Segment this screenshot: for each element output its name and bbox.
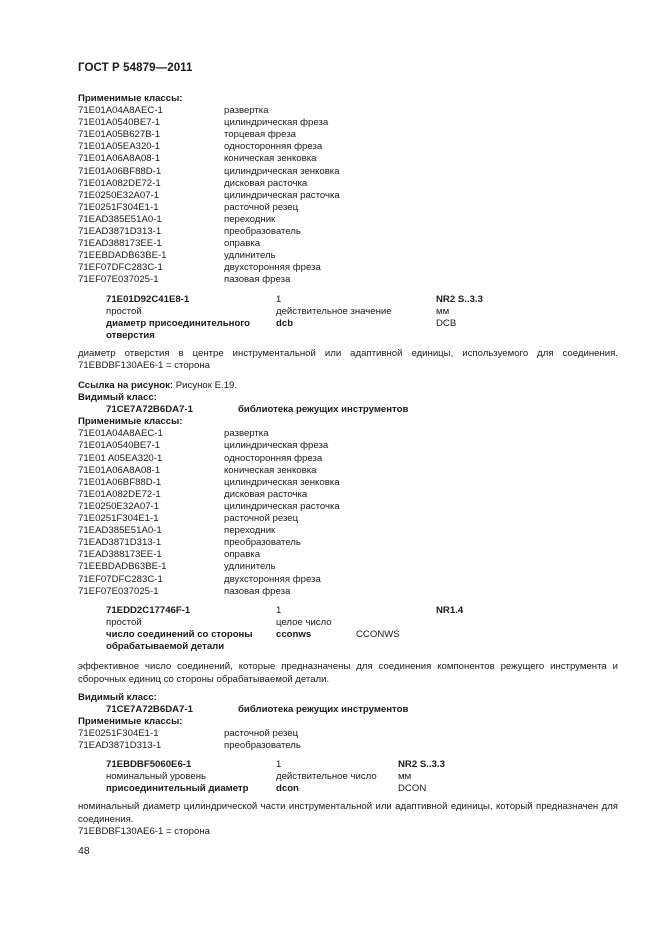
- class-name: односторонняя фреза: [224, 452, 323, 464]
- class-name: оправка: [224, 549, 261, 561]
- attr-unit: [436, 617, 618, 629]
- definition-note: 71EBDBF130AE6-1 = сторона: [78, 826, 210, 837]
- attr-kind: простой: [106, 306, 142, 318]
- class-row: [78, 153, 618, 165]
- class-row: [78, 465, 618, 477]
- visible-class-row: [78, 704, 618, 716]
- class-name: расточной резец: [224, 513, 299, 525]
- class-row: [78, 501, 618, 513]
- class-row: [78, 117, 618, 129]
- attr-unit: мм: [436, 306, 450, 318]
- class-id: 71EEBDADB63BE-1: [78, 250, 167, 262]
- class-name: цилиндрическая расточка: [224, 500, 340, 512]
- section-1: [78, 93, 618, 287]
- figure-ref-value: Рисунок Е.19.: [175, 380, 238, 391]
- attr-format: NR2 S..3.3: [436, 294, 483, 305]
- visible-class-label: Видимый класс:: [78, 392, 157, 404]
- class-row: [78, 740, 618, 752]
- class-id: 71E01A0540BE7-1: [78, 440, 161, 452]
- class-row: [78, 214, 618, 226]
- attr-symbol: dcb: [276, 318, 294, 330]
- attribute-2: [78, 605, 618, 653]
- attr-value-type: целое число: [276, 617, 332, 629]
- figure-ref-label: Ссылка на рисунок:: [78, 380, 174, 391]
- class-name: дисковая расточка: [224, 177, 308, 189]
- class-id: 71E01 A05EA320-1: [78, 452, 163, 464]
- definition-3: [78, 801, 618, 838]
- class-name: коническая зенковка: [224, 464, 317, 476]
- class-row: [78, 440, 618, 452]
- class-id: 71EF07DFC283C-1: [78, 573, 163, 585]
- class-id: 71E01A06A8A08-1: [78, 464, 161, 476]
- class-name: пазовая фреза: [224, 274, 291, 286]
- class-id: 71E0251F304E1-1: [78, 201, 159, 213]
- class-name: переходник: [224, 213, 276, 225]
- attr-version: 1: [276, 294, 282, 305]
- attr-symbol: cconws: [276, 629, 312, 641]
- applicable-classes-list: [78, 728, 618, 752]
- class-name: преобразователь: [224, 740, 301, 752]
- class-row: [78, 166, 618, 178]
- class-row: [78, 190, 618, 202]
- class-name: цилиндрическая расточка: [224, 189, 340, 201]
- class-row: [78, 202, 618, 214]
- attr-symbol: dcon: [276, 783, 299, 795]
- visible-class-id: 71CE7A72B6DA7-1: [106, 404, 193, 416]
- document-header: ГОСТ Р 54879—2011: [78, 62, 193, 74]
- class-name: преобразователь: [224, 226, 301, 238]
- class-id: 71E01A0540BE7-1: [78, 117, 161, 129]
- attr-code: CCONWS: [356, 629, 400, 641]
- class-name: цилиндрическая зенковка: [224, 476, 340, 488]
- class-name: цилиндрическая фреза: [224, 117, 329, 129]
- visible-class-id: 71CE7A72B6DA7-1: [106, 704, 193, 716]
- applicable-classes-label: Применимые классы:: [78, 93, 183, 104]
- attr-version: 1: [276, 759, 282, 770]
- class-name: цилиндрическая зенковка: [224, 165, 340, 177]
- class-name: переходник: [224, 525, 276, 537]
- class-id: 71EAD388173EE-1: [78, 549, 162, 561]
- attr-code: DCB: [436, 318, 457, 330]
- class-id: 71E0250E32A07-1: [78, 500, 160, 512]
- attr-id: 71E01D92C41E8-1: [106, 294, 190, 305]
- attr-code: DCON: [398, 783, 427, 795]
- attribute-1: [78, 294, 618, 342]
- definition-text: номинальный диаметр цилиндрической части инструментальной или адаптивной единицы, который предназначен для соединения.: [78, 801, 618, 825]
- class-row: [78, 262, 618, 274]
- class-name: односторонняя фреза: [224, 141, 323, 153]
- class-name: удлинитель: [224, 250, 276, 262]
- definition-2: [78, 660, 618, 686]
- attr-value-type: действительное значение: [276, 306, 392, 318]
- attr-name: число соединений со стороны обрабатываемой детали: [106, 629, 253, 653]
- class-id: 71EF07DFC283C-1: [78, 262, 163, 274]
- attr-kind: номинальный уровень: [106, 771, 207, 783]
- class-name: пазовая фреза: [224, 585, 291, 597]
- attr-name: присоединительный диаметр: [106, 783, 249, 795]
- class-name: цилиндрическая фреза: [224, 440, 329, 452]
- class-id: 71E0251F304E1-1: [78, 728, 159, 740]
- class-id: 71EAD388173EE-1: [78, 238, 162, 250]
- class-row: [78, 574, 618, 586]
- class-name: оправка: [224, 238, 261, 250]
- applicable-classes-list: [78, 428, 618, 597]
- attr-value-type: действительное число: [276, 771, 377, 783]
- class-name: двухсторонняя фреза: [224, 573, 321, 585]
- class-id: 71E01A06BF88D-1: [78, 476, 162, 488]
- class-id: 71E01A04A8AEC-1: [78, 428, 163, 440]
- attr-format: NR1.4: [436, 605, 464, 616]
- figure-reference: [78, 380, 618, 392]
- class-row: [78, 561, 618, 573]
- class-row: [78, 141, 618, 153]
- class-name: торцевая фреза: [224, 129, 296, 141]
- class-row: [78, 274, 618, 286]
- class-row: [78, 525, 618, 537]
- visible-class-name: библиотека режущих инструментов: [238, 704, 409, 716]
- attr-id: 71EDD2C17746F-1: [106, 605, 191, 616]
- class-name: расточной резец: [224, 728, 299, 740]
- definition-note: 71EBDBF130AE6-1 = сторона: [78, 360, 210, 372]
- class-row: [78, 537, 618, 549]
- class-row: [78, 238, 618, 250]
- class-id: 71E01A04A8AEC-1: [78, 105, 163, 117]
- class-name: удлинитель: [224, 561, 276, 573]
- attr-version: 1: [276, 605, 282, 616]
- class-id: 71E01A05B627B-1: [78, 129, 161, 141]
- class-id: 71EAD385E51A0-1: [78, 525, 162, 537]
- attr-unit: мм: [398, 771, 412, 783]
- class-id: 71EAD3871D313-1: [78, 740, 162, 752]
- class-name: развертка: [224, 428, 269, 440]
- class-id: 71E0250E32A07-1: [78, 189, 160, 201]
- section-3: [78, 692, 618, 752]
- page-number: 48: [78, 845, 90, 857]
- attr-name: диаметр присоединительного отверстия: [106, 318, 251, 342]
- applicable-classes-label: Применимые классы:: [78, 416, 183, 428]
- class-id: 71EAD3871D313-1: [78, 537, 162, 549]
- class-row: [78, 129, 618, 141]
- class-name: развертка: [224, 105, 269, 117]
- class-row: [78, 728, 618, 740]
- class-name: расточной резец: [224, 201, 299, 213]
- visible-class-label: Видимый класс:: [78, 692, 157, 703]
- class-name: коническая зенковка: [224, 153, 317, 165]
- attr-id: 71EBDBF5060E6-1: [106, 759, 192, 770]
- class-row: [78, 250, 618, 262]
- class-name: двухсторонняя фреза: [224, 262, 321, 274]
- class-row: [78, 226, 618, 238]
- class-id: 71E01A06BF88D-1: [78, 165, 162, 177]
- class-name: дисковая расточка: [224, 488, 308, 500]
- class-id: 71E01A05EA320-1: [78, 141, 161, 153]
- definition-1: [78, 348, 618, 372]
- class-row: [78, 105, 618, 117]
- class-id: 71E01A082DE72-1: [78, 488, 161, 500]
- class-row: [78, 453, 618, 465]
- visible-class-row: [78, 404, 618, 416]
- class-id: 71E0251F304E1-1: [78, 513, 159, 525]
- class-id: 71E01A082DE72-1: [78, 177, 161, 189]
- class-row: [78, 586, 618, 598]
- attr-kind: простой: [106, 617, 142, 629]
- class-row: [78, 178, 618, 190]
- class-row: [78, 477, 618, 489]
- visible-class-name: библиотека режущих инструментов: [238, 404, 409, 416]
- class-row: [78, 489, 618, 501]
- class-row: [78, 549, 618, 561]
- class-row: [78, 513, 618, 525]
- class-id: 71EF07E037025-1: [78, 585, 159, 597]
- definition-text: эффективное число соединений, которые предназначены для соединения компонентов режущего инструмента и сборочных единиц со стороны обрабатываемой детали.: [78, 661, 618, 685]
- section-2: [78, 380, 618, 598]
- applicable-classes-label: Применимые классы:: [78, 716, 183, 728]
- class-id: 71EAD385E51A0-1: [78, 213, 162, 225]
- attr-format: NR2 S..3.3: [398, 759, 445, 770]
- class-id: 71EEBDADB63BE-1: [78, 561, 167, 573]
- class-name: преобразователь: [224, 537, 301, 549]
- class-id: 71EAD3871D313-1: [78, 226, 162, 238]
- applicable-classes-list: [78, 105, 618, 286]
- class-id: 71E01A06A8A08-1: [78, 153, 161, 165]
- attribute-3: [78, 759, 618, 795]
- definition-text: диаметр отверстия в центре инструментальной или адаптивной единицы, используемого для соединения.: [78, 348, 618, 359]
- class-row: [78, 428, 618, 440]
- class-id: 71EF07E037025-1: [78, 274, 159, 286]
